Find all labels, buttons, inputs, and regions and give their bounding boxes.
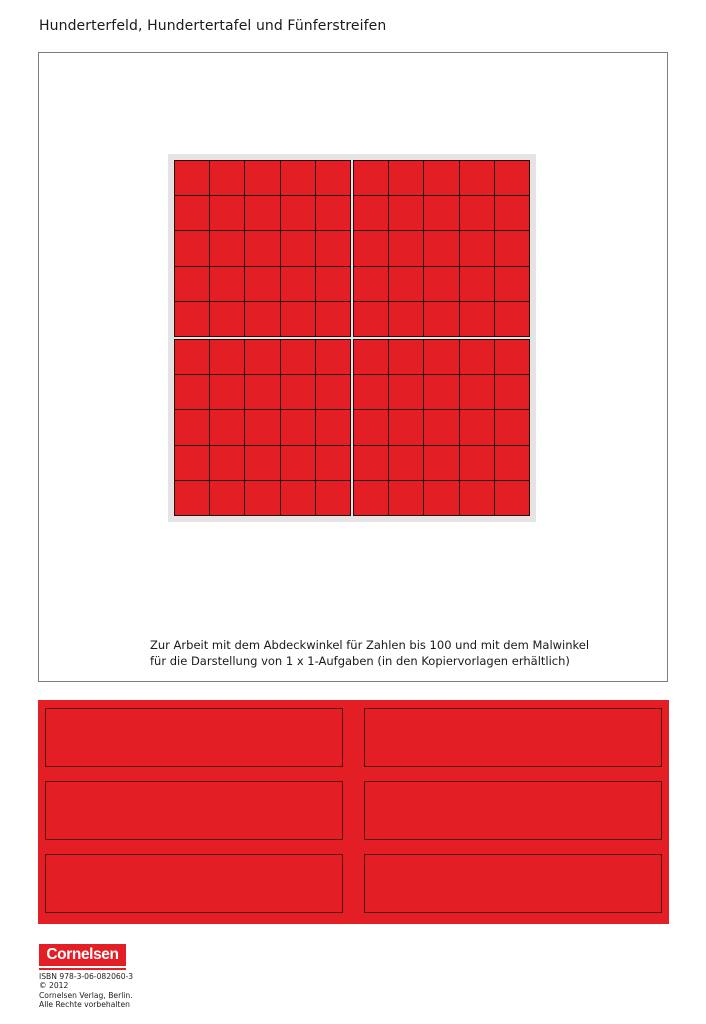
hundred-field-cell — [494, 445, 529, 480]
hundred-field-cell — [174, 195, 209, 230]
hundred-field-cell — [209, 409, 244, 444]
quadrant-bottom-right — [353, 339, 530, 516]
hundred-field-cell — [315, 409, 350, 444]
hundred-field-cell — [244, 230, 279, 265]
hundred-field-cell — [209, 374, 244, 409]
cornelsen-logo: Cornelsen — [39, 944, 126, 968]
quadrant-top-left — [174, 160, 351, 337]
hundred-field-cell — [353, 301, 388, 336]
hundred-field-cell — [209, 339, 244, 374]
hundred-field-cell — [280, 160, 315, 195]
imprint — [39, 972, 133, 1010]
hundred-field-cell — [244, 409, 279, 444]
hundred-field-cell — [315, 195, 350, 230]
five-strip — [364, 781, 662, 840]
hundred-field-cell — [459, 480, 494, 515]
hundred-field-cell — [280, 230, 315, 265]
hundred-field-cell — [280, 409, 315, 444]
hundred-field-cell — [388, 301, 423, 336]
hundred-field-cell — [388, 160, 423, 195]
hundred-field-cell — [494, 374, 529, 409]
hundred-field-cell — [353, 409, 388, 444]
five-strip — [45, 854, 343, 913]
hundred-field-cell — [388, 409, 423, 444]
five-strip — [45, 708, 343, 767]
isbn: ISBN 978-3-06-082060-3 — [39, 972, 134, 981]
hundred-field-cell — [353, 374, 388, 409]
hundred-field-cell — [244, 160, 279, 195]
hundred-field-cell — [315, 160, 350, 195]
hundred-field-cell — [423, 301, 458, 336]
hundred-field-cell — [209, 195, 244, 230]
hundred-field-cell — [244, 195, 279, 230]
hundred-field-cell — [244, 266, 279, 301]
quadrant-top-right — [353, 160, 530, 337]
hundred-field-cell — [353, 480, 388, 515]
hundred-field-cell — [459, 374, 494, 409]
quadrant-bottom-left — [174, 339, 351, 516]
hundred-field-cell — [494, 301, 529, 336]
page-title: Hunderterfeld, Hundertertafel und Fünferstreifen — [39, 18, 387, 34]
hundred-field-cell — [174, 409, 209, 444]
hundred-field-cell — [353, 195, 388, 230]
hundred-field-cell — [494, 480, 529, 515]
five-strip — [45, 781, 343, 840]
hundred-field-cell — [388, 195, 423, 230]
copyright: © 2012 — [39, 981, 69, 991]
hundred-field-cell — [459, 409, 494, 444]
five-strip — [364, 708, 662, 767]
hundred-field-cell — [280, 339, 315, 374]
hundred-field-cell — [423, 266, 458, 301]
hundred-field-cell — [315, 230, 350, 265]
hundred-field-cell — [423, 445, 458, 480]
hundred-field-cell — [174, 301, 209, 336]
hundred-field-cell — [353, 230, 388, 265]
caption — [150, 637, 630, 669]
hundred-field-cell — [494, 195, 529, 230]
hundred-field-cell — [280, 301, 315, 336]
rights: Alle Rechte vorbehalten — [39, 1000, 130, 1010]
hundred-field-cell — [315, 301, 350, 336]
hundred-field-cell — [353, 445, 388, 480]
hundred-field-cell — [174, 480, 209, 515]
hundred-field-cell — [209, 301, 244, 336]
hundred-field-cell — [244, 339, 279, 374]
caption-line-2: für die Darstellung von 1 x 1-Aufgaben (in den Kopiervorlagen erhältlich) — [150, 654, 570, 668]
publisher: Cornelsen Verlag, Berlin. — [39, 990, 133, 1000]
hundred-field-cell — [459, 230, 494, 265]
hundred-field-cell — [315, 374, 350, 409]
hundred-field-cell — [209, 480, 244, 515]
hundred-field-cell — [244, 480, 279, 515]
hundred-field-cell — [459, 160, 494, 195]
hundred-field-cell — [315, 445, 350, 480]
hundred-field-cell — [174, 160, 209, 195]
hundred-field-cell — [174, 374, 209, 409]
hundred-field-cell — [388, 374, 423, 409]
hundred-field-cell — [388, 445, 423, 480]
hundred-field-cell — [280, 480, 315, 515]
hundred-field-cell — [388, 266, 423, 301]
caption-line-1: Zur Arbeit mit dem Abdeckwinkel für Zahlen bis 100 und mit dem Malwinkel — [150, 638, 590, 652]
hundred-field-cell — [423, 480, 458, 515]
hundred-field-cell — [209, 160, 244, 195]
hundred-field-cell — [353, 339, 388, 374]
hundred-field-cell — [459, 445, 494, 480]
hundred-field-cell — [494, 409, 529, 444]
hundred-field-cell — [459, 266, 494, 301]
hundred-field-cell — [315, 339, 350, 374]
hundred-field-cell — [174, 230, 209, 265]
hundred-field-cell — [209, 445, 244, 480]
hundred-field-cell — [459, 301, 494, 336]
hundred-field-cell — [459, 339, 494, 374]
hundred-field-cell — [423, 339, 458, 374]
hundred-field-cell — [209, 266, 244, 301]
hundred-field-cell — [280, 266, 315, 301]
hundred-field — [168, 154, 536, 522]
hundred-field-cell — [423, 230, 458, 265]
five-strips-panel — [38, 700, 669, 924]
hundred-field-cell — [494, 230, 529, 265]
hundred-field-cell — [423, 195, 458, 230]
hundred-field-cell — [423, 409, 458, 444]
hundred-field-cell — [388, 480, 423, 515]
hundred-field-cell — [174, 339, 209, 374]
hundred-field-cell — [174, 266, 209, 301]
hundred-field-cell — [494, 266, 529, 301]
hundred-field-cell — [459, 195, 494, 230]
hundred-field-cell — [280, 445, 315, 480]
hundred-field-cell — [423, 374, 458, 409]
hundred-field-cell — [494, 339, 529, 374]
hundred-field-cell — [244, 301, 279, 336]
hundred-field-cell — [494, 160, 529, 195]
hundred-field-cell — [174, 445, 209, 480]
hundred-field-cell — [353, 266, 388, 301]
hundred-field-cell — [388, 339, 423, 374]
hundred-field-cell — [423, 160, 458, 195]
hundred-field-cell — [244, 445, 279, 480]
hundred-field-cell — [315, 480, 350, 515]
five-strip — [364, 854, 662, 913]
hundred-field-cell — [388, 230, 423, 265]
hundred-field-cell — [209, 230, 244, 265]
hundred-field-cell — [353, 160, 388, 195]
hundred-field-cell — [280, 195, 315, 230]
hundred-field-cell — [244, 374, 279, 409]
hundred-field-cell — [280, 374, 315, 409]
hundred-field-cell — [315, 266, 350, 301]
